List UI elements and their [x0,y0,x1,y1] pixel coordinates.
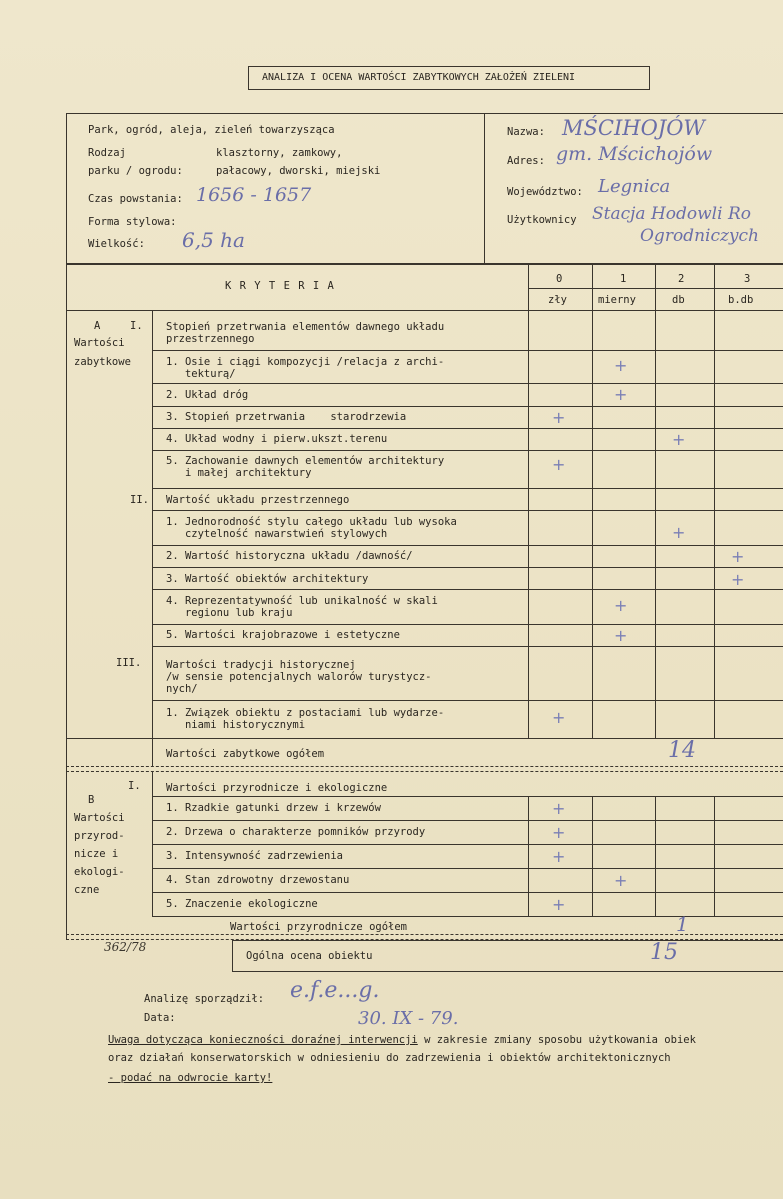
nazwa-value: MŚCIHOJÓW [562,116,706,140]
signature: e.f.e...g. [290,978,380,1003]
analiza-label: Analizę sporządził: [144,993,265,1005]
section-b-roman: I. [128,780,141,792]
section-b-letter: B [88,794,95,806]
b-item-4: 4. Stan zdrowotny drzewostanu [166,874,350,886]
col1-num: 1 [620,273,627,285]
criteria-label: K R Y T E R I A [225,280,335,292]
g1-item-4: 4. Układ wodny i pierw.ukszt.terenu [166,433,388,445]
data-value: 30. IX - 79. [358,1008,459,1029]
section-b-name-2: przyrod- [74,830,125,842]
adres-label: Adres: [507,155,545,167]
section-b-name-5: czne [74,884,100,896]
g3-title-3: nych/ [166,683,198,695]
check-mark: + [731,570,745,589]
col0-label: zły [548,294,567,306]
type-line: Park, ogród, aleja, zieleń towarzysząca [88,124,335,136]
separator-a-b [66,766,783,772]
b-item-5: 5. Znaczenie ekologiczne [166,898,318,910]
uzyt-label: Użytkownicy [507,214,577,226]
col2-num: 2 [678,273,685,285]
g2-item-4b: regionu lub kraju [166,607,293,619]
check-mark: + [552,847,566,866]
section-b-name-3: nicze i [74,848,119,860]
g2-item-1a: 1. Jednorodność stylu całego układu lub wysoka [166,516,457,528]
rodzaj-line2: pałacowy, dworski, miejski [216,165,381,177]
g2-roman: II. [130,494,149,506]
b-item-2: 2. Drzewa o charakterze pomników przyrody [166,826,426,838]
g1-title-2: przestrzennego [166,333,255,345]
rodzaj-line1: klasztorny, zamkowy, [216,147,343,159]
g2-item-2: 2. Wartość historyczna układu /dawność/ [166,550,413,562]
note-3: - podać na odwrocie karty! [108,1072,273,1084]
col3-label: b.db [728,294,754,306]
section-a-roman: I. [130,320,143,332]
check-mark: + [614,871,628,890]
g1-title-1: Stopień przetrwania elementów dawnego układu [166,321,445,333]
note-1-a: Uwaga dotycząca konieczności doraźnej interwencji [108,1034,418,1046]
check-mark: + [731,547,745,566]
total-a-label: Wartości zabytkowe ogółem [166,748,325,760]
g1-item-1b: tekturą/ [166,368,236,380]
check-mark: + [614,385,628,404]
overall-label: Ogólna ocena obiektu [246,950,373,962]
g3-item-1b: niami historycznymi [166,719,306,731]
data-label: Data: [144,1012,176,1024]
section-b-name-1: Wartości [74,812,125,824]
page-title: ANALIZA I OCENA WARTOŚCI ZABYTKOWYCH ZAŁOŻEŃ ZIELENI [262,72,576,83]
woj-label: Województwo: [507,186,583,198]
g3-title-1: Wartości tradycji historycznej [166,659,356,671]
b-item-1: 1. Rzadkie gatunki drzew i krzewów [166,802,381,814]
total-a-value: 14 [668,738,696,763]
forma-label: Forma stylowa: [88,216,177,228]
section-a-name-2: zabytkowe [74,356,131,368]
g1-item-5a: 5. Zachowanie dawnych elementów architektury [166,455,445,467]
parku-label: parku / ogrodu: [88,165,183,177]
col3-num: 3 [744,273,751,285]
note-1-b: w zakresie zmiany sposobu użytkowania obiek [417,1034,696,1046]
czas-value: 1656 - 1657 [196,184,312,206]
check-mark: + [552,708,566,727]
total-b-value: 1 [676,912,689,936]
note-2: oraz działań konserwatorskich w odniesieniu do zadrzewienia i obiektów architektonicznych [108,1052,671,1064]
check-mark: + [552,895,566,914]
section-b-name-4: ekologi- [74,866,125,878]
g1-item-5b: i małej architektury [166,467,312,479]
g2-item-3: 3. Wartość obiektów architektury [166,573,369,585]
section-a-name-1: Wartości [74,337,125,349]
g2-item-5: 5. Wartości krajobrazowe i estetyczne [166,629,400,641]
b-item-3: 3. Intensywność zadrzewienia [166,850,344,862]
check-mark: + [672,430,686,449]
check-mark: + [614,356,628,375]
section-b-title: Wartości przyrodnicze i ekologiczne [166,782,388,794]
adres-value: gm. Mścichojów [556,143,713,165]
g2-item-4a: 4. Reprezentatywność lub unikalność w skali [166,595,438,607]
nazwa-label: Nazwa: [507,126,545,138]
col0-num: 0 [556,273,563,285]
check-mark: + [552,455,566,474]
g1-item-1a: 1. Osie i ciągi kompozycji /relacja z archi- [166,356,445,368]
check-mark: + [672,523,686,542]
wielkosc-value: 6,5 ha [182,228,245,252]
uzyt-value-2: Ogrodniczych [640,226,759,246]
woj-value: Legnica [598,176,671,197]
g2-item-1b: czytelność nawarstwień stylowych [166,528,388,540]
total-b-label: Wartości przyrodnicze ogółem [230,921,408,933]
czas-label: Czas powstania: [88,193,183,205]
uzyt-value-1: Stacja Hodowli Ro [592,204,751,224]
check-mark: + [552,408,566,427]
overall-ref: 362/78 [104,940,147,954]
g3-roman: III. [116,657,142,669]
g3-item-1a: 1. Związek obiektu z postaciami lub wydarze- [166,707,445,719]
check-mark: + [552,823,566,842]
g3-title-2: /w sensie potencjalnych walorów turystycz- [166,671,432,683]
g2-title: Wartość układu przestrzennego [166,494,350,506]
check-mark: + [614,626,628,645]
g1-item-2: 2. Układ dróg [166,389,249,401]
check-mark: + [552,799,566,818]
g1-item-3: 3. Stopień przetrwania starodrzewia [166,411,407,423]
wielkosc-label: Wielkość: [88,238,145,250]
check-mark: + [614,596,628,615]
col1-label: mierny [598,294,636,306]
overall-value: 15 [650,940,678,965]
col2-label: db [672,294,685,306]
section-a-letter: A [94,320,101,332]
rodzaj-label: Rodzaj [88,147,126,159]
